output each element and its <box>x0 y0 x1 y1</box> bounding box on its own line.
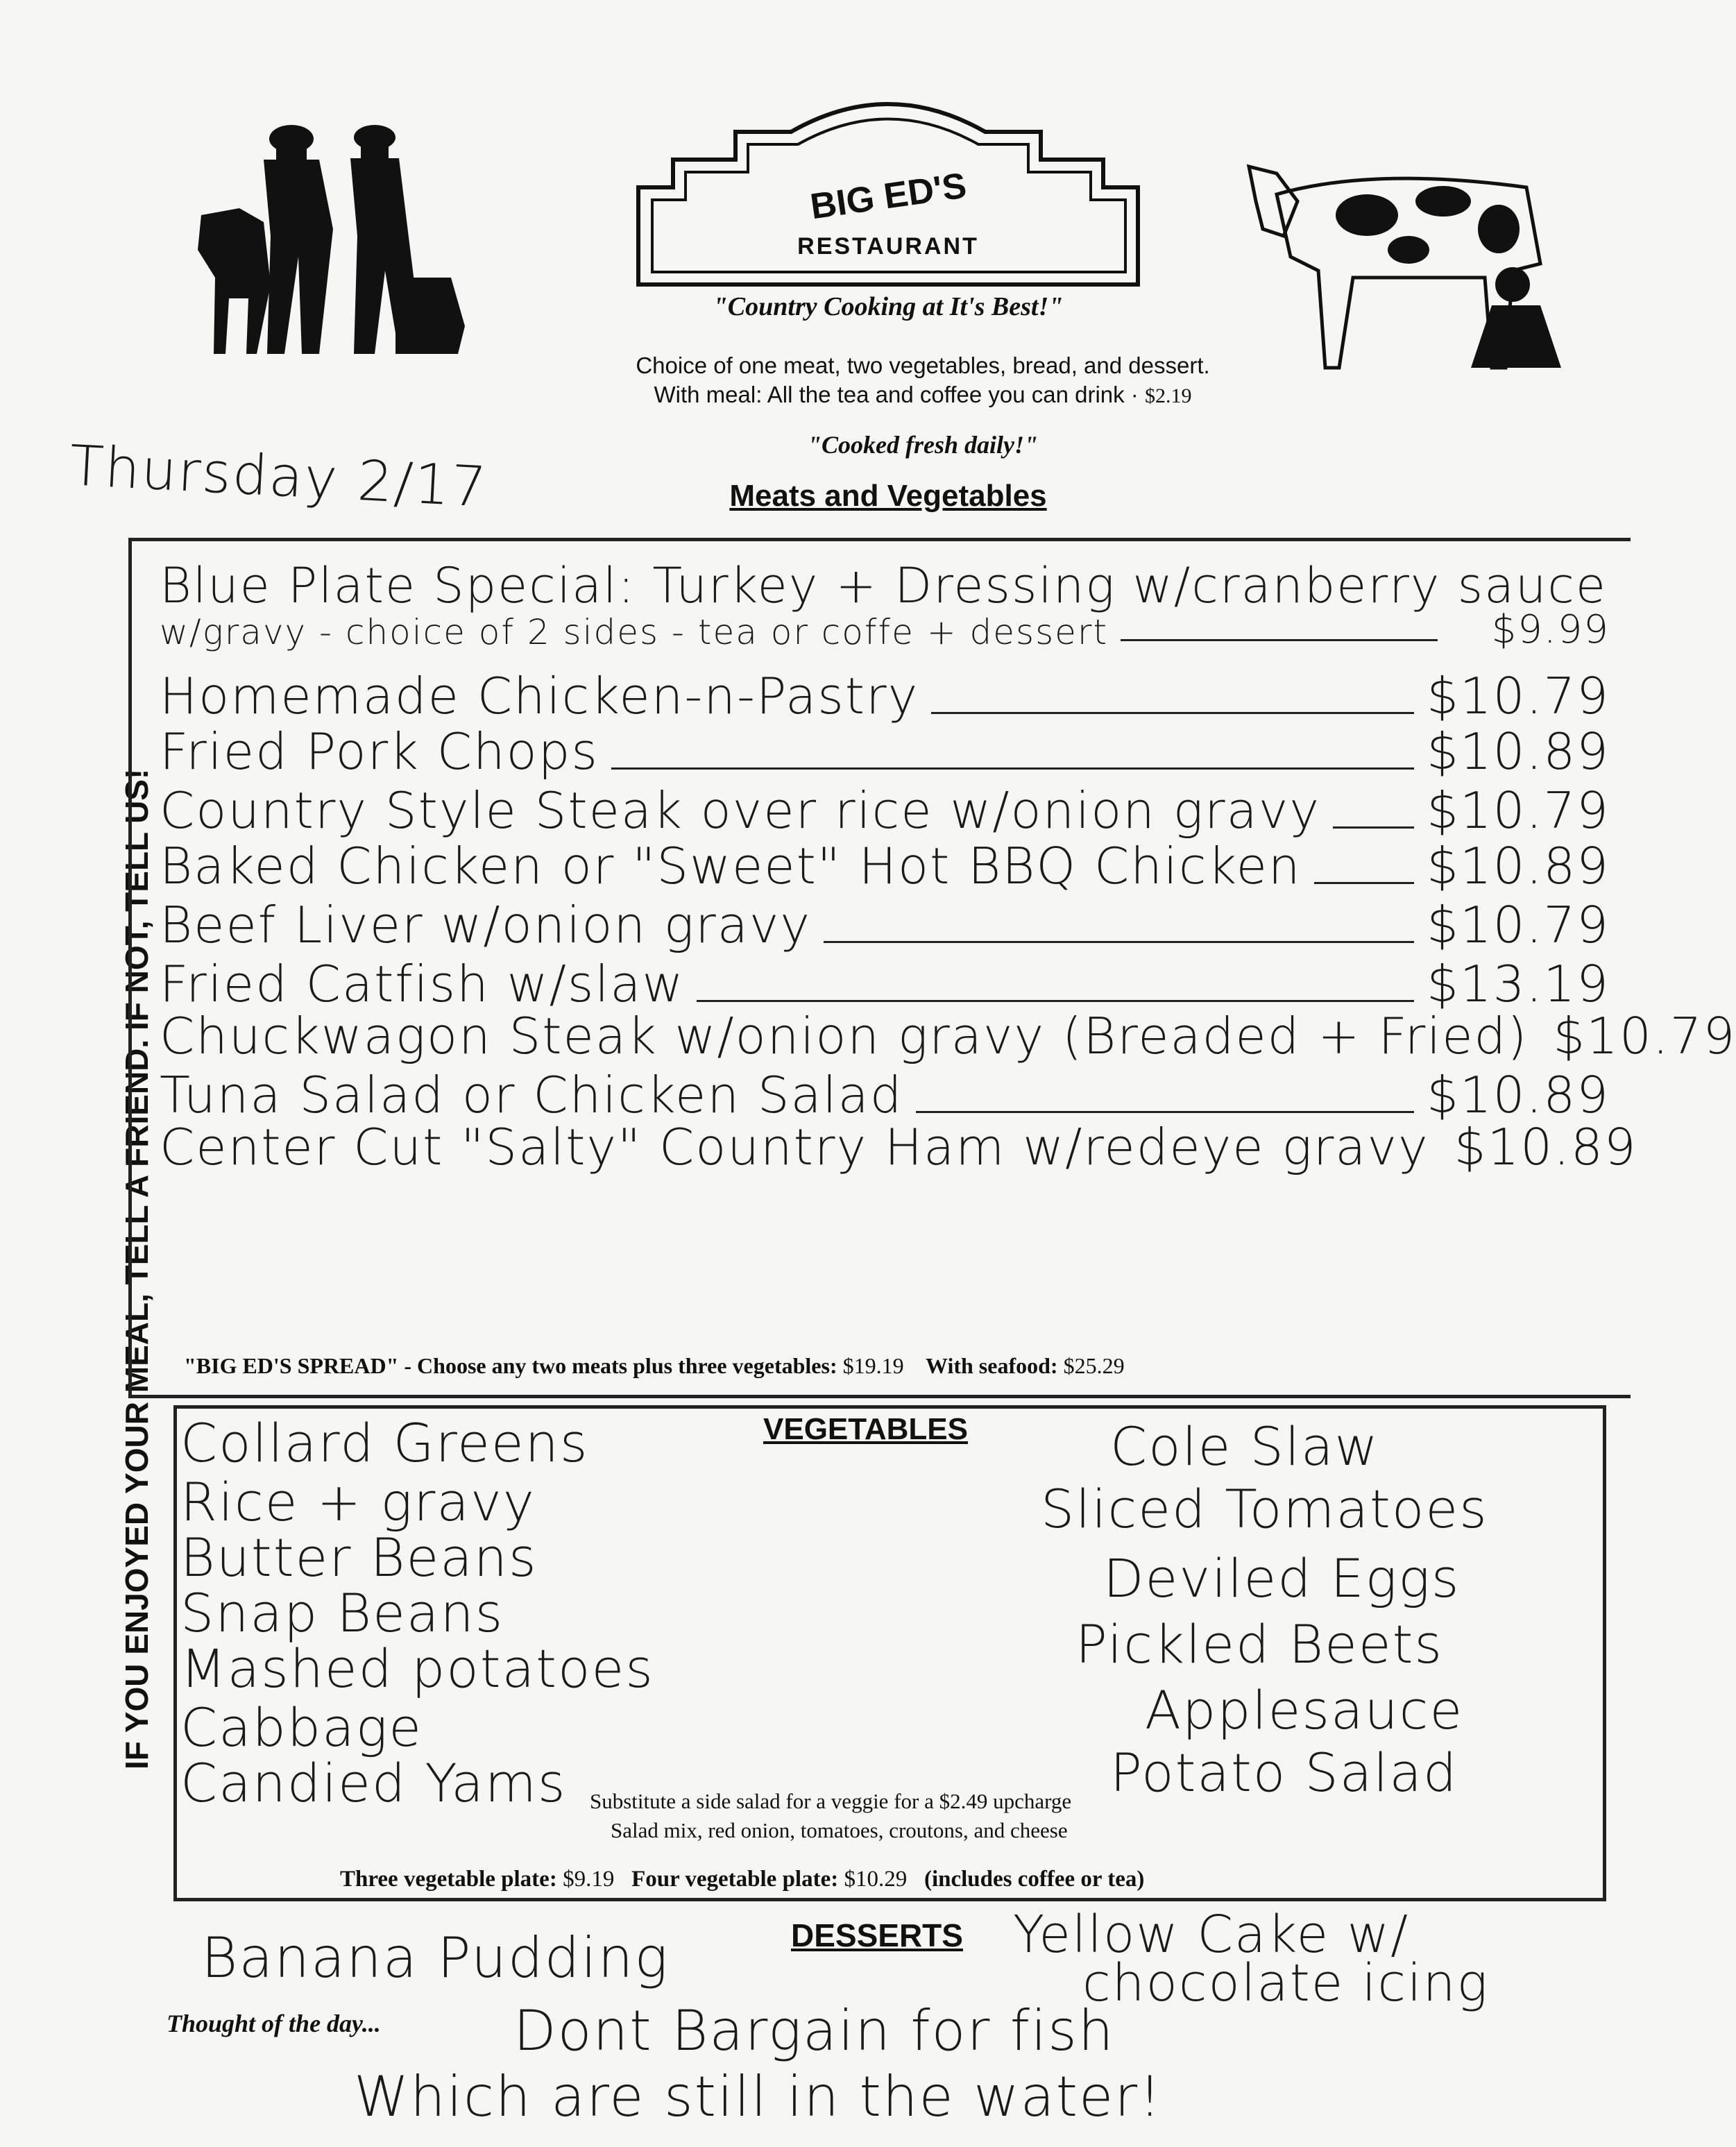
big-eds-spread <box>184 1353 1125 1379</box>
vegetable-item: Butter Beans <box>180 1527 538 1588</box>
meat-item-price: $10.79 <box>1427 896 1610 954</box>
dessert-item-1: Banana Pudding <box>201 1926 670 1990</box>
meat-item-name: Fried Catfish w/slaw <box>160 955 685 1013</box>
vegetable-plates <box>340 1867 1144 1892</box>
vegetable-item: Cole Slaw <box>1110 1416 1379 1477</box>
meat-item-price: $10.89 <box>1427 722 1610 781</box>
cooked-fresh-note: "Cooked fresh daily!" <box>808 431 1038 459</box>
three-veg-label: Three vegetable plate: <box>340 1867 557 1892</box>
meat-item-name: Beef Liver w/onion gravy <box>160 896 812 954</box>
intro-line-2 <box>486 382 1360 408</box>
special-line-1: Blue Plate Special: Turkey + Dressing w/cranberry sauce <box>160 557 1607 614</box>
meat-item <box>160 833 1610 895</box>
side-feedback-text: IF YOU ENJOYED YOUR MEAL, TELL A FRIEND. IF NOT, TELL US! <box>119 768 155 1770</box>
intro-line-1: Choice of one meat, two vegetables, bread, and dessert. <box>636 353 1210 378</box>
seafood-label: With seafood: <box>926 1353 1058 1378</box>
meat-item-name: Center Cut "Salty" Country Ham w/redeye gravy <box>160 1118 1429 1176</box>
restaurant-logo <box>631 90 1145 291</box>
meat-item <box>160 892 1610 954</box>
meat-item-price: $10.89 <box>1454 1118 1637 1176</box>
meat-item <box>160 777 1610 840</box>
meat-item-price: $10.89 <box>1427 837 1610 895</box>
vegetable-item: Candied Yams <box>180 1752 567 1814</box>
special-line-2: w/gravy - choice of 2 sides - tea or coffe + dessert <box>160 612 1109 652</box>
meat-item-name: Tuna Salad or Chicken Salad <box>160 1066 903 1124</box>
leader-line <box>824 941 1414 943</box>
leader-line <box>611 767 1414 770</box>
vegetable-item: Rice + gravy <box>180 1471 536 1533</box>
blue-plate-special-details <box>160 607 1610 652</box>
leader-line <box>1314 882 1415 884</box>
spread-label: "BIG ED'S SPREAD" - Choose any two meats plus three vegetables: <box>184 1353 837 1378</box>
special-price: $9.99 <box>1491 607 1610 652</box>
meat-item-name: Fried Pork Chops <box>160 722 599 781</box>
vegetables-title: VEGETABLES <box>763 1412 969 1446</box>
dessert-item-2-line-2: chocolate icing <box>1082 1953 1489 2013</box>
meat-item-price: $10.79 <box>1553 1007 1736 1065</box>
dessert-item-2-line-1: Yellow Cake w/ <box>1013 1905 1410 1964</box>
leader-line <box>1121 639 1438 641</box>
spread-price: $19.19 <box>842 1353 904 1378</box>
meat-item-name: Baked Chicken or "Sweet" Hot BBQ Chicken <box>160 837 1302 895</box>
logo-subtitle: RESTAURANT <box>797 233 979 260</box>
includes-note: (includes coffee or tea) <box>924 1867 1145 1892</box>
vegetable-item: Cabbage <box>180 1697 423 1758</box>
four-veg-price: $10.29 <box>844 1867 908 1892</box>
leader-line <box>931 712 1414 714</box>
drink-price: $2.19 <box>1144 384 1192 407</box>
thought-label: Thought of the day... <box>167 2010 381 2037</box>
meat-item <box>160 1003 1736 1065</box>
meat-item <box>160 1114 1637 1176</box>
meat-item-name: Country Style Steak over rice w/onion gravy <box>160 781 1320 840</box>
vegetable-item: Deviled Eggs <box>1103 1547 1461 1609</box>
blue-plate-special <box>160 552 1610 614</box>
vegetable-item: Mashed potatoes <box>180 1638 654 1699</box>
thought-line-1: Dont Bargain for fish <box>513 1999 1115 2063</box>
meat-item-price: $10.89 <box>1427 1066 1610 1124</box>
meat-item <box>160 718 1610 781</box>
meats-section-title: Meats and Vegetables <box>729 479 1047 513</box>
intro-line-2-text: With meal: All the tea and coffee you can drink · <box>654 382 1139 407</box>
vegetable-item: Applesauce <box>1145 1679 1464 1741</box>
desserts-title: DESSERTS <box>791 1917 963 1953</box>
vegetable-item: Pickled Beets <box>1075 1613 1444 1675</box>
vegetable-item: Collard Greens <box>180 1412 589 1474</box>
farmers-silhouette-icon <box>187 118 493 368</box>
meat-item-price: $10.79 <box>1427 667 1610 725</box>
meat-item-name: Homemade Chicken-n-Pastry <box>160 667 919 725</box>
vegetable-item: Snap Beans <box>180 1582 504 1644</box>
meats-box <box>128 538 1736 1398</box>
thought-line-2: Which are still in the water! <box>354 2064 1163 2129</box>
logo-title: BIG ED'S <box>808 165 969 228</box>
substitute-note-2: Salad mix, red onion, tomatoes, croutons, and cheese <box>611 1818 1068 1842</box>
seafood-price: $25.29 <box>1063 1353 1125 1378</box>
leader-line <box>697 1000 1414 1002</box>
meat-item-price: $13.19 <box>1427 955 1610 1013</box>
vegetable-item: Sliced Tomatoes <box>1041 1478 1488 1540</box>
meat-item-name: Chuckwagon Steak w/onion gravy (Breaded + Fried) <box>160 1007 1529 1065</box>
handwritten-date: Thursday 2/17 <box>67 433 490 520</box>
meat-item <box>160 663 1610 725</box>
meat-item-price: $10.79 <box>1427 781 1610 840</box>
cow-milkmaid-icon <box>1235 146 1582 375</box>
leader-line <box>916 1111 1415 1113</box>
vegetable-item: Potato Salad <box>1110 1742 1458 1804</box>
tagline: "Country Cooking at It's Best!" <box>713 292 1064 321</box>
substitute-note-1: Substitute a side salad for a veggie for a $2.49 upcharge <box>590 1789 1072 1813</box>
leader-line <box>1333 826 1414 829</box>
four-veg-label: Four vegetable plate: <box>631 1867 839 1892</box>
three-veg-price: $9.19 <box>563 1867 615 1892</box>
